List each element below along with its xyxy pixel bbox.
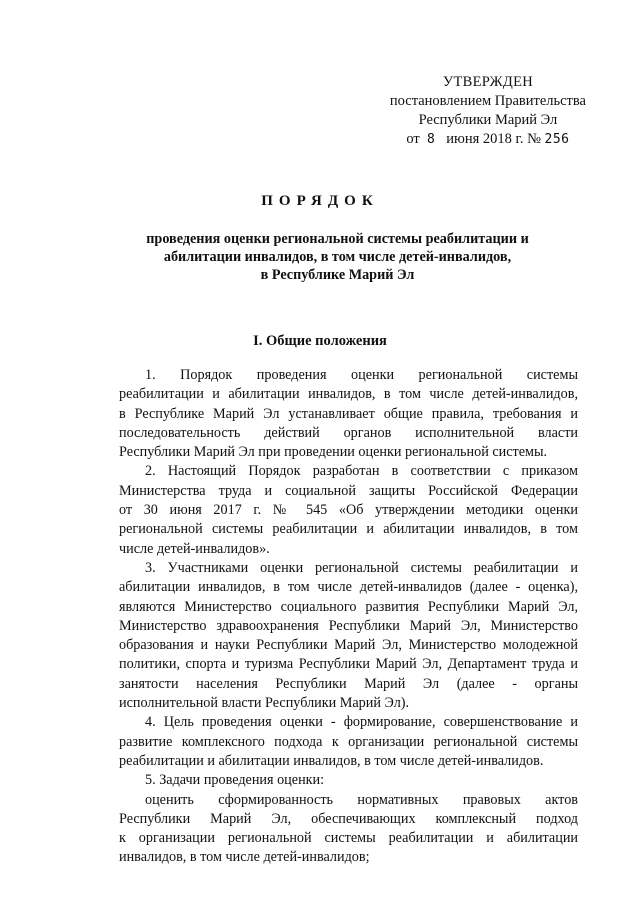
text-line: региональной системы реабилитации и абилитации инвалидов, в том <box>119 521 578 538</box>
date-day: 8 <box>427 132 436 147</box>
document-body <box>119 366 578 868</box>
text-line: 2. Настоящий Порядок разработан в соответствии с приказом <box>145 463 578 480</box>
section-heading: I. Общие положения <box>253 333 387 349</box>
text-line: Министерства труда и социальной защиты Российской Федерации <box>119 482 578 499</box>
document-number: 256 <box>544 132 570 147</box>
text-line: к организации региональной системы реабилитации и абилитации <box>119 830 578 847</box>
text-line: Республики Марий Эл при проведении оценки региональной системы. <box>119 444 548 461</box>
text-line: от 30 июня 2017 г. № 545 «Об утверждении методики оценки <box>119 502 578 519</box>
text-line: в Республике Марий Эл устанавливает общие правила, требования и <box>119 405 578 422</box>
approval-line: постановлением Правительства <box>389 93 586 109</box>
approval-stamp <box>390 73 586 149</box>
text-line: политики, спорта и туризма Республики Марий Эл, Департамент труда и <box>119 656 578 673</box>
text-line: 1. Порядок проведения оценки региональной системы <box>145 367 578 383</box>
text-line: являются Министерство социального развития Республики Марий Эл, <box>119 598 578 615</box>
date-prefix: от <box>406 131 420 147</box>
subtitle-line: в Республике Марий Эл <box>260 267 415 283</box>
text-line: числе детей-инвалидов». <box>119 540 270 557</box>
document-title: ПОРЯДОК <box>261 193 379 209</box>
text-line: Министерство здравоохранения Республики Марий Эл, Министерство <box>119 617 578 634</box>
document-subtitle <box>110 230 565 284</box>
approval-line: Республики Марий Эл <box>418 112 558 128</box>
text-line: занятости населения Республики Марий Эл (далее - органы <box>119 675 578 692</box>
date-month-year: июня 2018 г. № <box>446 131 541 147</box>
text-line: инвалидов, в том числе детей-инвалидов; <box>119 849 370 866</box>
text-line: 3. Участниками оценки региональной системы реабилитации и <box>145 559 578 576</box>
text-line: оценить сформированность нормативных правовых актов <box>145 791 578 808</box>
approval-heading: УТВЕРЖДЕН <box>442 74 533 90</box>
subtitle-line: проведения оценки региональной системы реабилитации и <box>146 231 529 247</box>
text-line: Республики Марий Эл, обеспечивающих комплексный подход <box>119 810 578 827</box>
text-line: реабилитации и абилитации инвалидов, в том числе детей-инвалидов, <box>119 386 578 403</box>
text-line: абилитации инвалидов, в том числе детей-инвалидов (далее - оценка), <box>119 579 578 596</box>
text-line: исполнительной власти Республики Марий Эл). <box>119 695 410 712</box>
text-line: 4. Цель проведения оценки - формирование, совершенствование и <box>145 714 578 731</box>
subtitle-line: абилитации инвалидов, в том числе детей-инвалидов, <box>163 249 512 265</box>
text-line: развитие комплексного подхода к организации региональной системы <box>119 733 578 750</box>
text-line: образования и науки Республики Марий Эл, Министерство молодежной <box>119 637 578 654</box>
approval-date <box>390 130 586 149</box>
text-line: реабилитации и абилитации инвалидов, в том числе детей-инвалидов. <box>119 752 544 769</box>
text-line: последовательность действий органов исполнительной власти <box>119 424 578 441</box>
text-line: 5. Задачи проведения оценки: <box>145 772 325 789</box>
